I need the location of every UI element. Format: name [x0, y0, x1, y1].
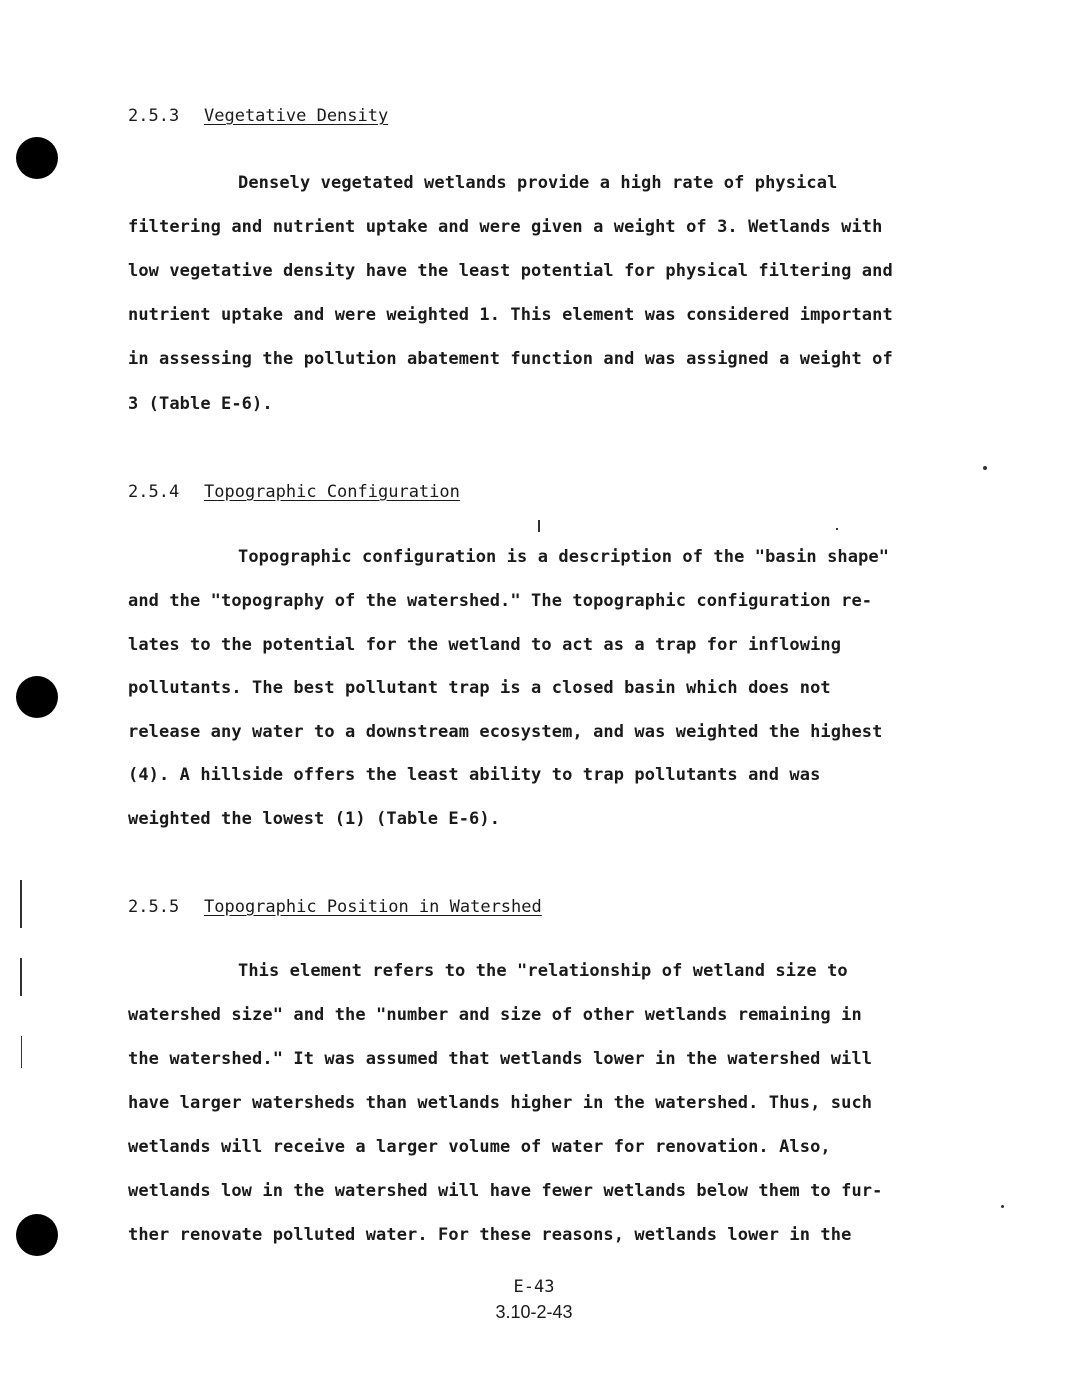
paragraph-line: wetlands will receive a larger volume of water for renovation. Also, — [128, 1137, 831, 1157]
binder-hole-bottom — [16, 1214, 58, 1256]
paragraph-line: nutrient uptake and were weighted 1. This element was considered important — [128, 305, 893, 325]
scan-mark — [20, 958, 22, 996]
scan-mark — [1001, 1205, 1004, 1208]
paragraph-line: This element refers to the "relationship of wetland size to — [238, 961, 848, 981]
section-topographic-position — [128, 897, 968, 1257]
paragraph-line: (4). A hillside offers the least ability to trap pollutants and was — [128, 765, 821, 785]
scan-mark — [21, 1036, 22, 1068]
section-heading — [128, 106, 968, 126]
section-title: Topographic Configuration — [204, 482, 460, 502]
binder-hole-middle — [16, 676, 58, 718]
scan-mark — [983, 466, 987, 470]
paragraph-line: Densely vegetated wetlands provide a high rate of physical — [238, 173, 838, 193]
section-heading — [128, 897, 968, 917]
section-vegetative-density — [128, 106, 968, 416]
section-number: 2.5.5 — [128, 897, 180, 917]
paragraph-line: filtering and nutrient uptake and were given a weight of 3. Wetlands with — [128, 217, 883, 237]
scan-mark — [20, 880, 22, 928]
paragraph-line: have larger watersheds than wetlands higher in the watershed. Thus, such — [128, 1093, 873, 1113]
section-title: Topographic Position in Watershed — [204, 897, 542, 917]
paragraph-line: lates to the potential for the wetland to act as a trap for inflowing — [128, 635, 842, 655]
section-topographic-configuration — [128, 482, 968, 832]
paragraph-line: watershed size" and the "number and size of other wetlands remaining in — [128, 1005, 862, 1025]
section-title: Vegetative Density — [204, 106, 389, 126]
paragraph-line: low vegetative density have the least potential for physical filtering and — [128, 261, 893, 281]
section-heading — [128, 482, 968, 502]
section-number: 2.5.3 — [128, 106, 180, 126]
paragraph-line: wetlands low in the watershed will have fewer wetlands below them to fur- — [128, 1181, 883, 1201]
paragraph-line: pollutants. The best pollutant trap is a closed basin which does not — [128, 678, 831, 698]
paragraph-line: in assessing the pollution abatement function and was assigned a weight of — [128, 349, 893, 369]
paragraph-line: 3 (Table E-6). — [128, 394, 273, 414]
section-number: 2.5.4 — [128, 482, 180, 502]
page-label: E-43 — [513, 1277, 555, 1297]
paragraph-line: the watershed." It was assumed that wetlands lower in the watershed will — [128, 1049, 873, 1069]
paragraph-line: release any water to a downstream ecosystem, and was weighted the highest — [128, 722, 883, 742]
paragraph-line: ther renovate polluted water. For these reasons, wetlands lower in the — [128, 1225, 852, 1245]
paragraph-line: and the "topography of the watershed." The topographic configuration re- — [128, 591, 873, 611]
paragraph-line: weighted the lowest (1) (Table E-6). — [128, 809, 501, 829]
binder-hole-top — [16, 137, 58, 179]
paragraph-line: Topographic configuration is a description of the "basin shape" — [238, 547, 890, 567]
document-page-number: 3.10-2-43 — [495, 1302, 573, 1322]
